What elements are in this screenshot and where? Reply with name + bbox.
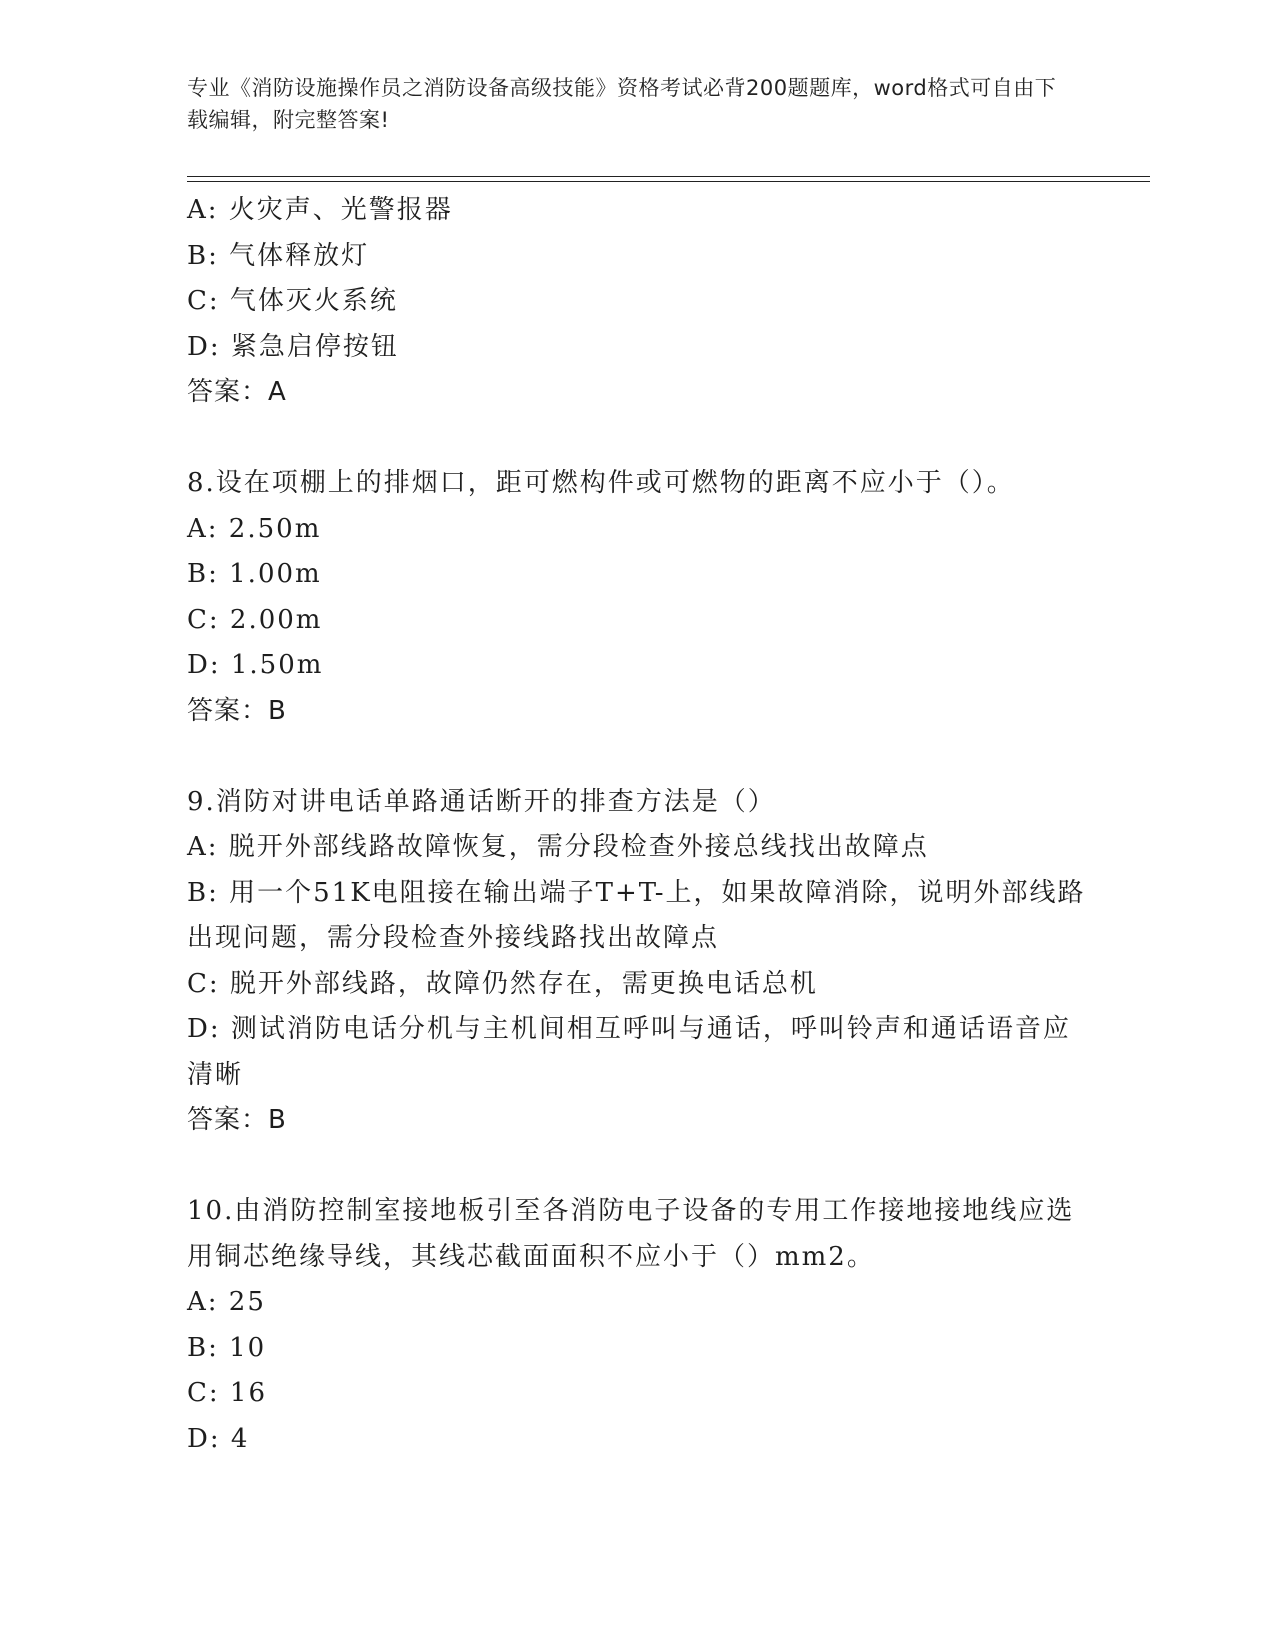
option-a: A: 25 (187, 1287, 266, 1317)
question-10 (187, 1189, 1087, 1462)
option-c: C: 2.00m (187, 604, 323, 635)
question-text: 8.设在项棚上的排烟口，距可燃构件或可燃物的距离不应小于（）。 (187, 468, 1015, 498)
header-text: 专业《消防设施操作员之消防设备高级技能》资格考试必背200题题库，word格式可自由下载编辑，附完整答案! (187, 76, 1057, 132)
answer: 答案：B (187, 1105, 287, 1135)
document-header (187, 72, 1067, 136)
option-a: A: 2.50m (187, 513, 322, 544)
option-d: D: 测试消防电话分机与主机间相互呼叫与通话，呼叫铃声和通话语音应清晰 (187, 1014, 1071, 1090)
option-c: C: 16 (187, 1378, 268, 1408)
option-b: B: 10 (187, 1332, 267, 1363)
header-rule-top (187, 176, 1150, 177)
question-text: 10.由消防控制室接地板引至各消防电子设备的专用工作接地接地线应选用铜芯绝缘导线，其线芯截面面积不应小于（）mm2。 (187, 1196, 1075, 1272)
option-d: D: 紧急启停按钮 (187, 331, 399, 362)
question-list (187, 188, 1087, 1462)
spacer (187, 416, 1087, 462)
option-c: C: 脱开外部线路，故障仍然存在，需更换电话总机 (187, 968, 818, 999)
option-a: A: 火灾声、光警报器 (187, 195, 453, 225)
option-b: B: 气体释放灯 (187, 240, 370, 271)
option-b: B: 1.00m (187, 559, 322, 589)
option-d: D: 4 (187, 1423, 250, 1454)
answer: 答案：B (187, 695, 287, 726)
question-text: 9.消防对讲电话单路通话断开的排查方法是（） (187, 786, 776, 817)
question-9 (187, 780, 1087, 1144)
option-a: A: 脱开外部线路故障恢复，需分段检查外接总线找出故障点 (187, 832, 929, 862)
option-b: B: 用一个51K电阻接在输出端子T+T-上，如果故障消除，说明外部线路出现问题，需分段检查外接线路找出故障点 (187, 877, 1086, 953)
option-d: D: 1.50m (187, 650, 324, 680)
question-7 (187, 188, 1087, 416)
question-8 (187, 461, 1087, 734)
option-c: C: 气体灭火系统 (187, 286, 398, 316)
spacer (187, 1144, 1087, 1190)
answer: 答案：A (187, 377, 287, 407)
header-rule-bottom (187, 181, 1150, 182)
spacer (187, 734, 1087, 780)
